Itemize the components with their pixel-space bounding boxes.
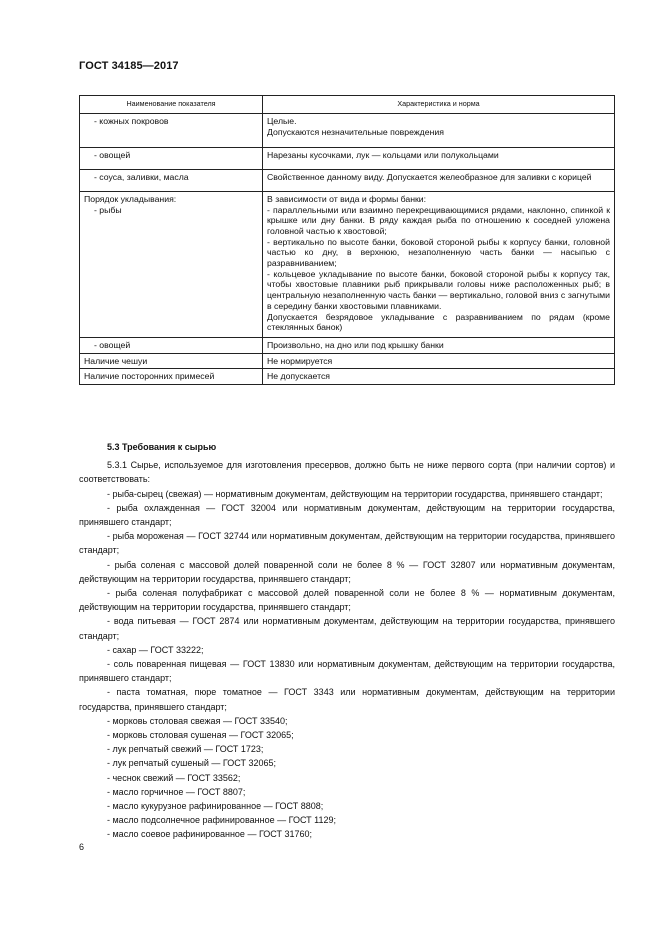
table-row (80, 369, 615, 385)
list-item: - морковь столовая свежая — ГОСТ 33540; (107, 715, 288, 726)
list-item: - вода питьевая — ГОСТ 2874 или нормативным документам, действующим на территории государства, принявшего стандарт; (79, 616, 615, 641)
raw-material-list (79, 487, 615, 842)
indicator-text: - овощей (94, 150, 131, 161)
indicator-text: Наличие посторонних примесей (84, 371, 215, 382)
norm-text: В зависимости от вида и формы банки: (267, 193, 427, 204)
indicator-cell (80, 170, 263, 192)
indicator-text: - рыбы (94, 204, 122, 215)
list-item: - паста томатная, пюре томатное — ГОСТ 3343 или нормативным документам, действующим на территории государства, принявшего стандарт; (79, 687, 615, 712)
list-item: - рыба мороженая — ГОСТ 32744 или нормативным документам, действующим на территории государства, принявшего стандарт; (79, 531, 615, 556)
norm-text: - параллельными или взаимно перекрещивающимися рядами, наклонно, спинкой к крышке или дну банки. В ряду каждая рыба по отношению к соседней уложена головной частью к хвостовой; (267, 204, 610, 236)
list-item: - сахар — ГОСТ 33222; (107, 644, 204, 655)
list-item: - масло соевое рафинированное — ГОСТ 31760; (107, 829, 313, 840)
table-row (80, 114, 615, 148)
page-number: 6 (79, 842, 85, 852)
list-item: - морковь столовая сушеная — ГОСТ 32065; (107, 730, 294, 741)
indicator-text: - кожных покровов (94, 116, 169, 126)
norm-cell (263, 353, 615, 369)
table-row (80, 191, 615, 337)
indicator-cell (80, 114, 263, 148)
list-item: - масло подсолнечное рафинированное — ГОСТ 1129; (107, 815, 336, 826)
document-header: ГОСТ 34185—2017 (79, 60, 179, 72)
norm-text: - вертикально по высоте банки, боковой стороной рыбы к корпусу банки, головной частью ко дну, в верхнюю, незаполненную часть банки — насыпью с разравниванием; (267, 236, 610, 269)
list-item: - масло горчичное — ГОСТ 8807; (107, 786, 246, 797)
norm-text: Допускается безрядовое укладывание с разравниванием по рядам (кроме стеклянных банок) (267, 311, 610, 333)
column-header-indicator: Наименование показателя (80, 96, 263, 114)
table-row (80, 337, 615, 353)
table-row (80, 148, 615, 170)
norm-cell (263, 337, 615, 353)
norm-cell (263, 191, 615, 337)
norm-cell (263, 114, 615, 148)
table-body (80, 114, 615, 385)
indicator-cell (80, 369, 263, 385)
table-row (80, 353, 615, 369)
table-row (80, 170, 615, 192)
norm-cell (263, 369, 615, 385)
norm-cell (263, 148, 615, 170)
indicator-text: Порядок укладывания: (84, 193, 177, 204)
section-title: 5.3 Требования к сырью (107, 442, 217, 452)
list-item: - рыба соленая с массовой долей поваренной соли не более 8 % — ГОСТ 32807 или нормативным документам, действующим на территории государства, принявшего стандарт; (79, 559, 615, 584)
indicator-cell (80, 191, 263, 337)
list-item: - рыба охлажденная — ГОСТ 32004 или нормативным документам, действующим на территории государства, принявшего стандарт; (79, 502, 615, 528)
list-item: - лук репчатый сушеный — ГОСТ 32065; (107, 758, 276, 769)
section-intro: 5.3.1 Сырье, используемое для изготовления пресервов, должно быть не ниже первого сорта (при наличии сортов) и соответствовать: (79, 460, 615, 485)
indicator-cell (80, 148, 263, 170)
raw-material-section (79, 440, 615, 842)
norm-text: Нарезаны кусочками, лук — кольцами или полукольцами (267, 150, 499, 161)
norm-cell (263, 170, 615, 192)
list-item: - соль поваренная пищевая — ГОСТ 13830 или нормативным документам, действующим на территории государства, принявшего стандарт; (79, 659, 615, 684)
norm-text: Произвольно, на дно или под крышку банки (267, 339, 444, 350)
norm-text: - кольцевое укладывание по высоте банки, боковой стороной рыбы к корпусу так, чтобы хвостовые плавники рыб прикрывали головы ниже расположенных рыб; в центральную незаполненную часть банки — вертикально, головой вниз с загнутыми в середину банки хвостовыми плавниками. (267, 268, 610, 311)
column-header-norm: Характеристика и норма (263, 96, 615, 114)
list-item: - масло кукурузное рафинированное — ГОСТ 8808; (107, 801, 324, 812)
list-item: - чеснок свежий — ГОСТ 33562; (107, 772, 241, 783)
indicator-text: Наличие чешуи (84, 355, 148, 366)
indicator-text: - овощей (94, 339, 131, 350)
norm-text: Целые. (267, 116, 297, 126)
norm-text: Допускаются незначительные повреждения (267, 126, 444, 137)
norm-text: Не нормируется (267, 355, 333, 366)
list-item: - рыба-сырец (свежая) — нормативным документам, действующим на территории государства, принявшего стандарт; (107, 488, 603, 499)
table-header-row (80, 96, 615, 114)
norm-text: Не допускается (267, 371, 331, 382)
requirements-table (79, 95, 615, 385)
list-item: - рыба соленая полуфабрикат с массовой долей поваренной соли не более 8 % — нормативным документам, действующим на территории государства, принявшего стандарт; (79, 588, 615, 613)
indicator-cell (80, 337, 263, 353)
norm-text: Свойственное данному виду. Допускается желеобразное для заливки с корицей (267, 172, 592, 183)
indicator-text: - соуса, заливки, масла (94, 172, 189, 183)
indicator-cell (80, 353, 263, 369)
list-item: - лук репчатый свежий — ГОСТ 1723; (107, 744, 264, 755)
